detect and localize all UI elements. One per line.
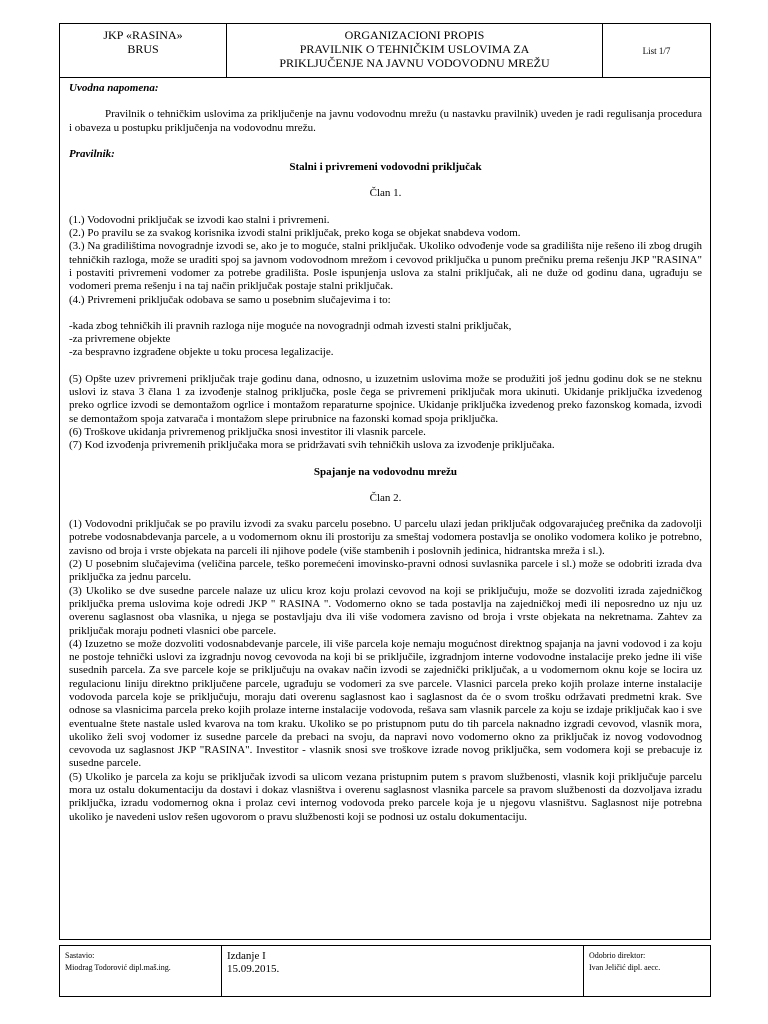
spacer [69, 360, 702, 373]
paragraph: (1.) Vodovodni priključak se izvodi kao stalni i privremeni. [69, 213, 330, 226]
edition-date: 15.09.2015. [227, 963, 280, 975]
paragraph: (3.) Na gradilištima novogradnje izvodi se, ako je to moguće, stalni priključak. Ukoliko odvođenje vode sa gradilišta nije rešeno ili zbog drugih tehničkih razloga, može se uraditi spoj sa javnom vodovodnom mrežom i cevovod priključka u punom prečniku prema rešenju JKP "RASINA" i postaviti privremeni vodomer za potrebe gradilišta. Posle ispunjenja uslova za stalni priključak, ali ne duže od godinu dana, ugrađuju se vodomeri prema rešenju i na taj način priključak postaje stalni priključak. [69, 240, 702, 293]
compiled-by-name: Miodrag Todorović dipl.maš.ing. [65, 963, 171, 972]
intro-text: Pravilnik o tehničkim uslovima za priključenje na javnu vodovodnu mrežu (u nastavku pravilnik) uveden je radi regulisanja procedura i obaveza u postupku priključenja na vodovodnu mrežu. [69, 108, 702, 134]
organization-name: JKP «RASINA» [103, 28, 183, 42]
section-title: Spajanje na vodovodnu mrežu [313, 465, 458, 478]
spacer [69, 307, 702, 320]
rules-heading: Pravilnik: [69, 147, 115, 160]
edition-cell [222, 946, 584, 996]
paragraph: (6) Troškove ukidanja privremenog priključka snosi investitor ili vlasnik parcele. [69, 425, 426, 438]
spacer [69, 505, 702, 518]
spacer [69, 201, 702, 214]
spacer [69, 95, 702, 108]
document-title-line-1: PRAVILNIK O TEHNIČKIM USLOVIMA ZA [299, 42, 530, 56]
bullet-item: -za privremene objekte [69, 333, 171, 346]
document-type: ORGANIZACIONI PROPIS [344, 28, 485, 42]
document-body [59, 78, 711, 940]
bullet-item: -za bespravno izgrađene objekte u toku procesa legalizacije. [69, 346, 334, 359]
document-header [59, 23, 711, 78]
document-title-line-2: PRIKLJUČENJE NA JAVNU VODOVODNU MREŽU [279, 56, 550, 70]
approved-by-cell [584, 946, 710, 996]
approved-by-name: Ivan Jeličić dipl. aecc. [589, 963, 661, 972]
compiled-by-label: Sastavio: [65, 951, 95, 960]
organization-city: BRUS [127, 42, 159, 56]
article-heading: Član 2. [369, 491, 402, 504]
paragraph: (4.) Privremeni priključak odobava se samo u posebnim slučajevima i to: [69, 293, 391, 306]
sheet-number: List 1/7 [642, 45, 671, 56]
spacer [69, 453, 702, 466]
approved-by-label: Odobrio direktor: [589, 951, 646, 960]
intro-heading: Uvodna napomena: [69, 82, 159, 94]
article-heading: Član 1. [369, 187, 402, 200]
paragraph: (1) Vodovodni priključak se po pravilu izvodi za svaku parcelu posebno. U parcelu ulazi jedan priključak odgovarajućeg prečnika da zadovolji potrebe vodosnabdevanja parcele, a u vodomernom oknu ili prostoriju za smeštaj vodomera postavlja se onoliko vodomera koliko je potrebno, zavisno od broja i vrste objekata na parceli ili njihove podele (više stambenih i poslovnih jedinica, hidrantska mreža i sl.). [69, 518, 702, 557]
compiled-by-cell [60, 946, 222, 996]
spacer [69, 174, 702, 187]
bullet-item: -kada zbog tehničkih ili pravnih razloga nije moguće na novogradnji odmah izvesti stalni priključak, [69, 319, 512, 332]
spacer [69, 479, 702, 492]
spacer [69, 135, 702, 148]
paragraph: (7) Kod izvođenja privremenih priključaka mora se pridržavati svih tehničkih uslova za izvođenje priključaka. [69, 439, 555, 452]
sheet-number-cell [603, 24, 710, 77]
paragraph: (4) Izuzetno se može dozvoliti vodosnabdevanje parcele, ili više parcela koje nemaju mogućnost direktnog spajanja na javni vodovod i za koju ne postoje tehnički uslovi za izgradnju novog cevovoda na koji bi se priključile, izgradnjom interne vodovodne instalacije preko jedne ili više susednih parcela. Za sve parcele koje se priključuju na ovakav način izvodi se zajednički priključak, a u vodomernom oknu koje se locira uz regulacionu liniju direktno priključene parcele, ugrađuju se vodomeri za sve parcele. Vlasnici parcela preko kojih prolaze interne instalacije vodovoda parcela koje se priključuju, moraju dati overenu saglasnost kao i saglasnost da će o svom trošku održavati predmetni krak. Sve odnose sa vlasnicima parcela preko kojih prolaze interne instalacije vodovoda, rešava sam vlasnik parcele za koju se izdaje priključak kao i sve eventualne štete nastale usled kvarova na tom kraku. Ukoliko se po pristupnom putu do tih parcela naknadno izgradi cevovod, vlasnik mora, ukoliko želi svoj vodomer iz susedne parcele da prebaci na svoju, da napravi novo vodomerno okno za priključak iz novog vodovodnog cevovoda uz saglasnost JKP "RASINA". Investitor - vlasnik snosi sve troškove izrade novog priključka, sem vodomera koji se prebacuje iz susedne parcele. [69, 637, 702, 770]
document-footer [59, 945, 711, 997]
organization-cell [60, 24, 227, 77]
paragraph: (2.) Po pravilu se za svakog korisnika izvodi stalni priključak, preko koga se objekat snabdeva vodom. [69, 227, 521, 240]
section-title: Stalni i privremeni vodovodni priključak [289, 161, 482, 174]
paragraph: (5) Opšte uzev privremeni priključak traje godinu dana, odnosno, u izuzetnim uslovima može se produžiti još jednu godinu dok se ne steknu uslovi iz stava 3 člana 1 za izvođenje stalnog priključka, posle čega se privremeni priključak mora ukinuti. Ukidanje priključka izvedenog preko ogrlice izvodi se demontažom ogrlice i montažom reparaturne spojnice. Ukidanje priključka izvedenog preko fazonskog komada, izvodi se demontažom spoja zatvarača i montažom slepe prirubnice na fazonski komad spoja priključka. [69, 372, 702, 425]
document-title-cell [227, 24, 603, 77]
paragraph: (3) Ukoliko se dve susedne parcele nalaze uz ulicu kroz koju prolazi cevovod na koji se priključuju, može se dozvoliti izrada zajedničkog priključka prema uslovima koje odredi JKP " RASINA ". Vodomerno okno se tada postavlja na zajedničkoj međi ili neposredno uz nju uz overenu saglasnost oba vlasnika, u njega se postavljaju dva ili više vodomera zavisno od broja i vrste objekata na nekretnama. Zahtev za priključak moraju podneti vlasnici obe parcele. [69, 584, 702, 637]
paragraph: (2) U posebnim slučajevima (veličina parcele, teško poremećeni imovinsko-pravni odnosi suvlasnika parcele i sl.) može se odobriti izrada dva priključka za jednu parcelu. [69, 558, 702, 584]
paragraph: (5) Ukoliko je parcela za koju se priključak izvodi sa ulicom vezana pristupnim putem s pravom službenosti, vlasnik koji priključuje parcelu mora uz ostalu dokumentaciju da dostavi i dokaz vlasništva i overenu saglasnost vlasnika parcele sa pravom službenosti da dozvoljava izradu priključka, izradu vodomernog okna i prolaz cevi internog vodovoda preko parcele koja je u njegovu vlasništvu. Saglasnost nije potrebna ukoliko je navedeni uslov rešen ugovorom o pravu službenosti koji se podnosi uz ostalu dokumentaciju. [69, 770, 702, 823]
edition-label: Izdanje I [227, 950, 266, 962]
